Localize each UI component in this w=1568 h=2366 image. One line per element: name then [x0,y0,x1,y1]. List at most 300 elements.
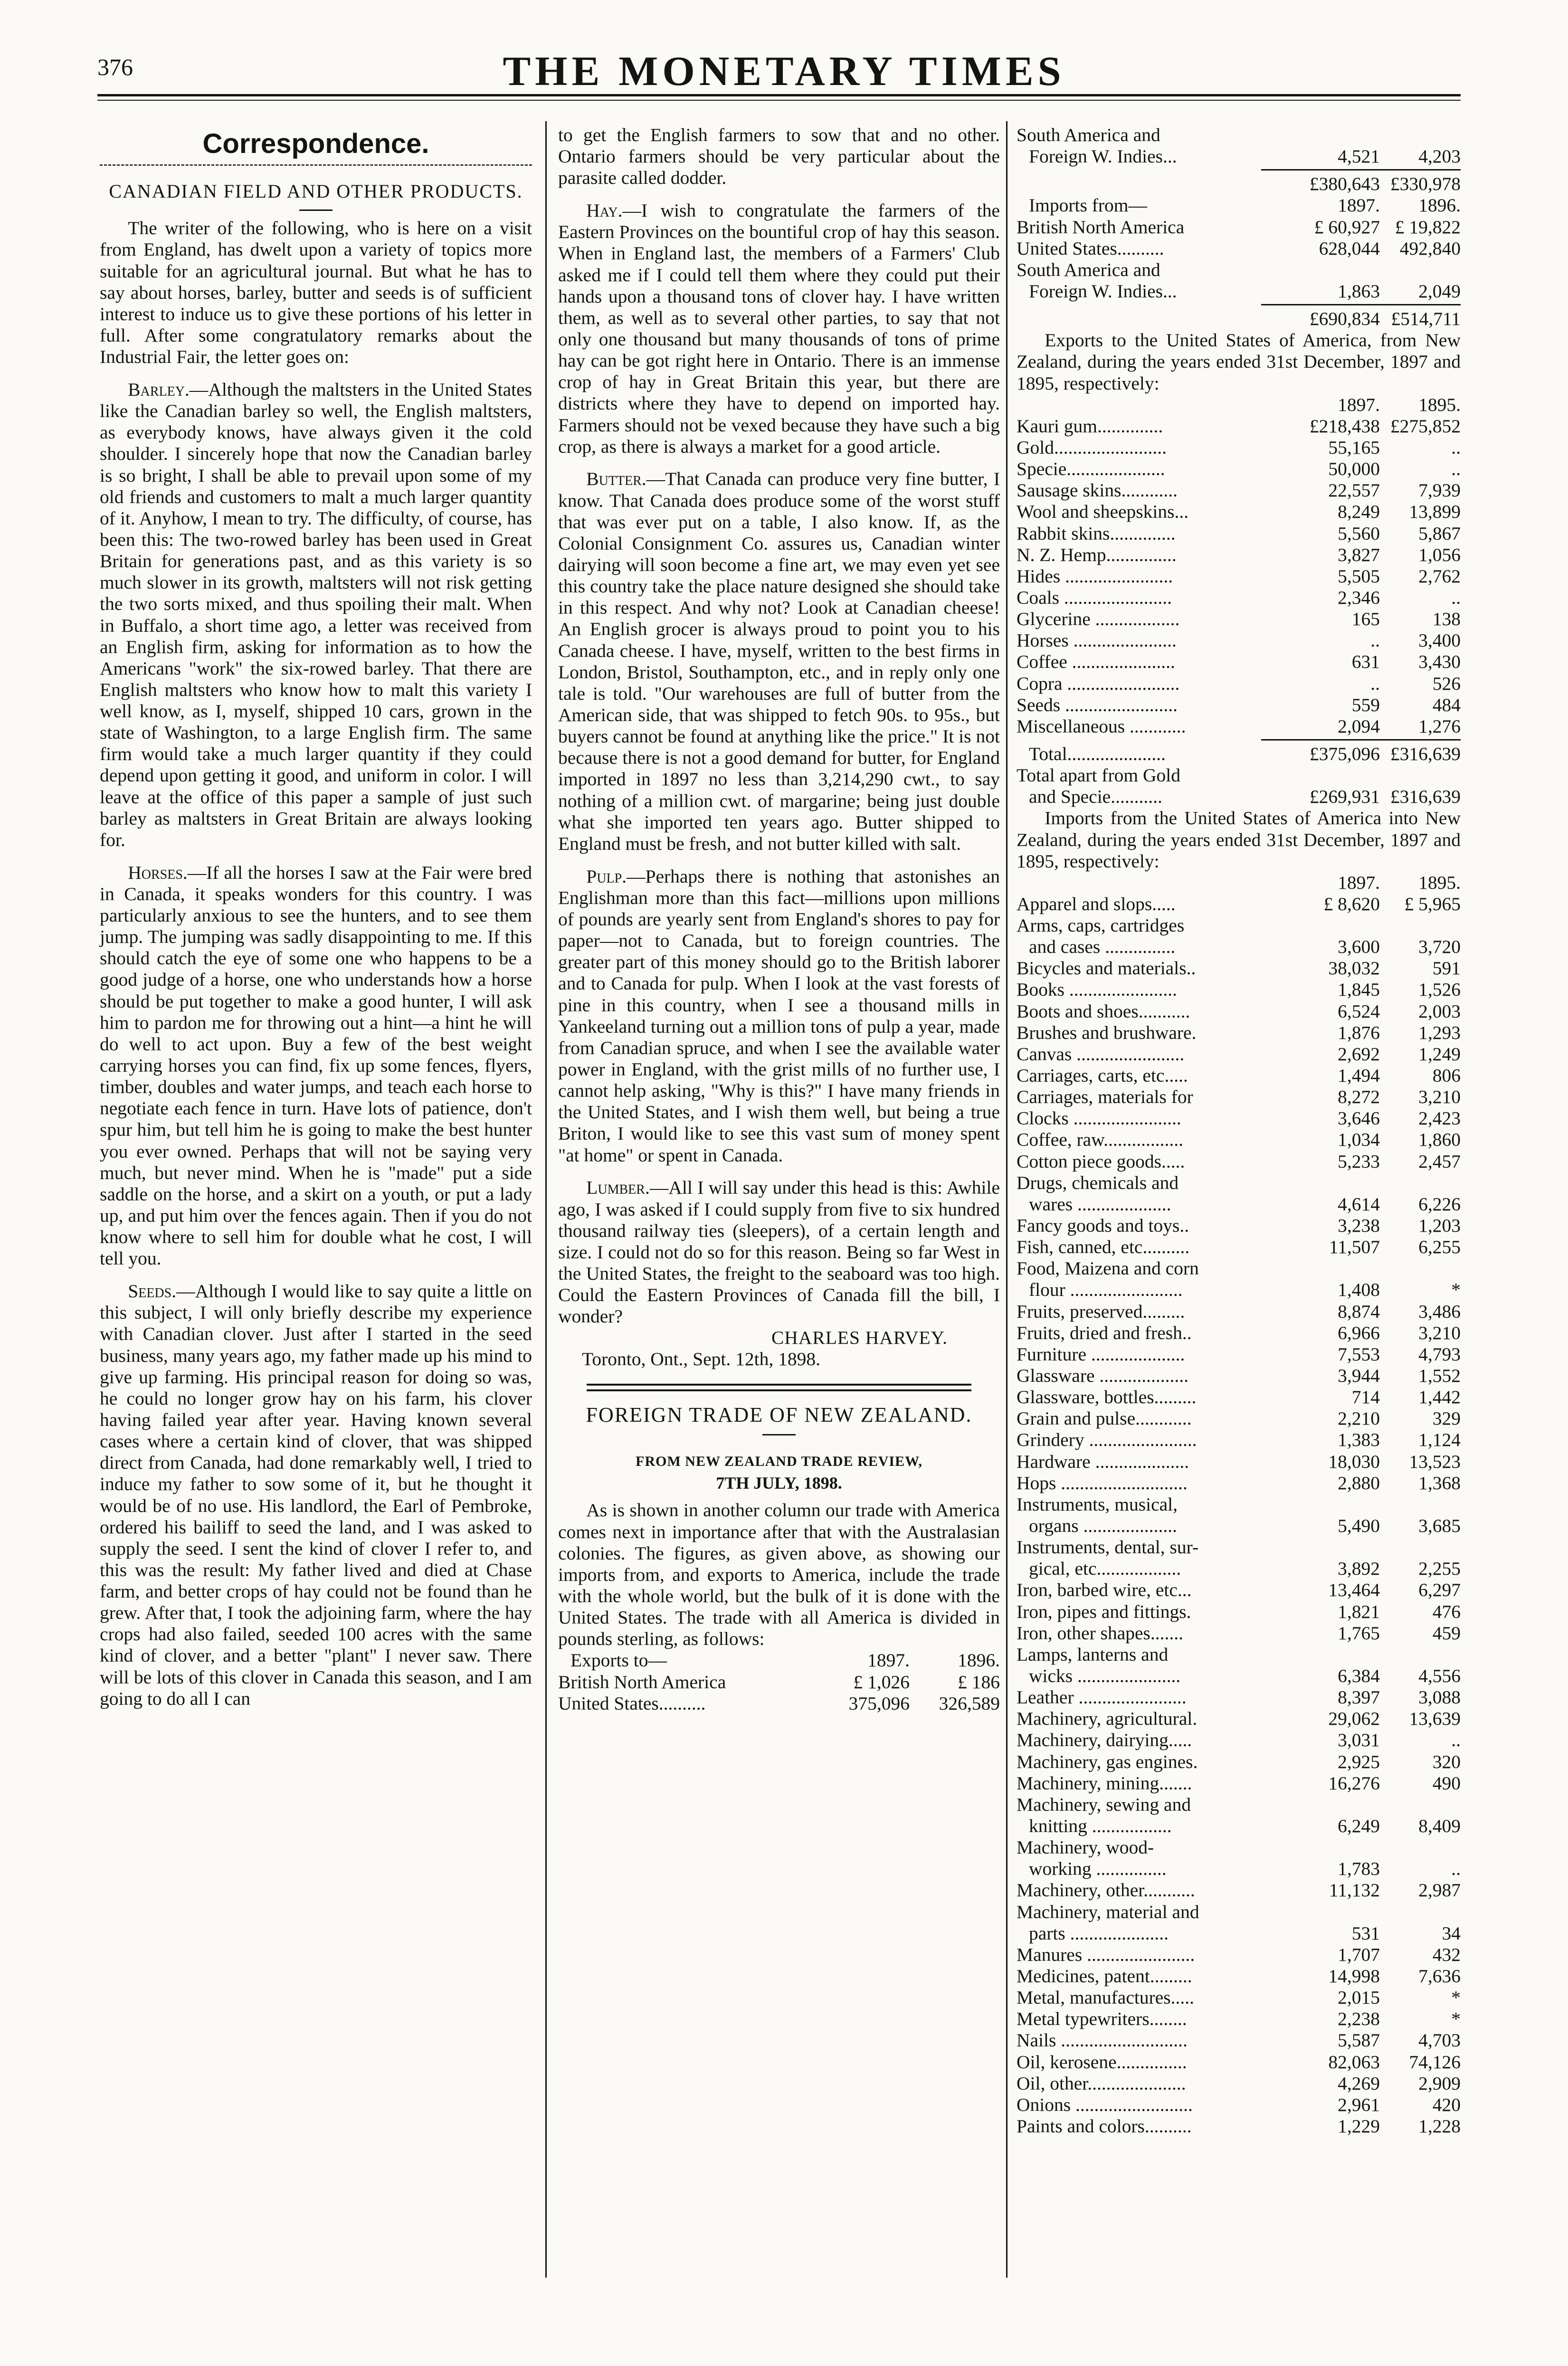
row-label: flour ........................ [1029,1279,1183,1301]
row-value-2: 4,793 [1418,1343,1461,1365]
row-value-1: 11,132 [1329,1880,1380,1901]
lumber-label: Lumber. [586,1177,650,1198]
hay-label: Hay. [586,200,623,221]
row-label: Canvas ....................... [1017,1043,1185,1064]
row-value-2: 1,124 [1418,1429,1461,1451]
row-label: gical, etc.................. [1029,1558,1181,1579]
row-value-1: 2,238 [1338,2008,1380,2030]
exports-to-rule [1261,169,1461,171]
row-label: Carriages, materials for [1017,1086,1193,1108]
row-value-2: 1,526 [1418,979,1461,1000]
trade-source-date: 7TH JULY, 1898. [716,1473,842,1493]
exports-us-apart-label: Total apart from Gold [1017,765,1180,786]
row-value-2: 432 [1432,1944,1461,1965]
row-value-1: 1,383 [1338,1429,1380,1451]
table-row [1017,630,1461,651]
row-label: Iron, other shapes....... [1017,1622,1184,1644]
table-row [1017,281,1461,302]
hay-paragraph [558,200,1000,457]
table-row [558,1672,1000,1693]
table-row [1017,1215,1461,1236]
row-value-1: 8,874 [1338,1301,1380,1322]
lumber-text: —All I will say under this head is this: Awhile ago, I was asked if I could supply from five to six hundred thousand railway ties (sleepers), of a certain length and size. I could not do so for this reason. Being so far West in the United States, the freight to the seaboard was too high. Could the Eastern Provinces of Canada fill the bill, I wonder? [558,1177,1000,1327]
table-row [1017,1579,1461,1601]
row-value-1: £ 60,927 [1314,216,1380,238]
seeds-paragraph [100,1281,532,1710]
row-label: knitting ................. [1029,1815,1172,1836]
trade-title-rule [762,1434,796,1435]
row-label: Foreign W. Indies... [1029,146,1177,167]
row-value-1: 2,015 [1338,1987,1380,2008]
imports-from-rule [1261,304,1461,305]
row-value-1: 3,238 [1338,1215,1380,1236]
row-value-1: 8,397 [1338,1687,1380,1708]
row-value-2: 1,552 [1418,1365,1461,1387]
table-row [1017,1837,1461,1858]
row-label: Oil, kerosene............... [1017,2051,1187,2072]
table-row [1017,1022,1461,1044]
row-value-2: 490 [1432,1772,1461,1794]
row-value-1: 165 [1351,608,1380,630]
exports-to-label: Exports to— [570,1650,667,1671]
seeds-continued: to get the English farmers to sow that and no other. Ontario farmers should be very particular about the parasite called dodder. [558,124,1000,189]
row-value-1: 375,096 [848,1692,910,1714]
row-value-2: 459 [1432,1622,1461,1644]
row-value-2: 6,226 [1418,1193,1461,1215]
barley-paragraph [100,379,532,851]
row-value-1: 1,863 [1338,280,1380,302]
table-row [1017,1966,1461,1987]
exports-us-total-1897: £375,096 [1309,743,1380,764]
table-row [1017,523,1461,544]
imports-us-year-1895: 1895. [1418,872,1461,893]
row-value-1: 5,490 [1338,1515,1380,1536]
table-row [1017,1172,1461,1194]
row-value-1: 1,845 [1338,979,1380,1000]
top-rule [97,94,1461,96]
table-row [1017,1129,1461,1150]
row-value-1: 1,034 [1338,1129,1380,1150]
row-label: British North America [1017,216,1185,238]
table-row [1017,1473,1461,1494]
row-label: Instruments, dental, sur- [1017,1537,1199,1558]
page-number: 376 [97,54,133,80]
row-label: wicks ...................... [1029,1665,1181,1686]
row-label: Carriages, carts, etc..... [1017,1065,1188,1086]
imports-from-header [1017,195,1461,216]
row-label: Machinery, gas engines. [1017,1751,1198,1772]
row-label: Machinery, dairying..... [1017,1729,1192,1751]
table-row [1017,1815,1461,1837]
row-label: South America and [1017,124,1160,145]
table-row [1017,673,1461,694]
row-value-1: 5,560 [1338,523,1380,544]
table-row [1017,566,1461,587]
row-value-2: 2,909 [1418,2072,1461,2094]
row-label: Kauri gum.............. [1017,415,1163,437]
table-row [1017,1108,1461,1129]
row-value-2: 1,276 [1418,715,1461,737]
row-value-2: 74,126 [1409,2051,1461,2072]
row-label: Gold........................ [1017,437,1167,458]
row-label: Rabbit skins.............. [1017,523,1176,544]
imports-total-1896: £514,711 [1391,308,1461,330]
row-label: Machinery, mining....... [1017,1772,1192,1794]
row-value-2: 3,400 [1418,630,1461,651]
exports-us-table [1017,416,1461,737]
row-label: Hops ........................... [1017,1472,1188,1493]
table-row [1017,1279,1461,1301]
row-value-2: 3,486 [1418,1301,1461,1322]
row-value-1: 2,961 [1338,2094,1380,2115]
row-value-1: 8,272 [1338,1086,1380,1108]
row-value-2: 4,703 [1418,2030,1461,2051]
row-value-2: 526 [1432,673,1461,694]
row-label: Fancy goods and toys.. [1017,1215,1189,1236]
row-value-2: 138 [1432,608,1461,630]
table-row [1017,651,1461,673]
table-row [1017,1558,1461,1579]
row-value-2: 2,003 [1418,1000,1461,1022]
row-value-1: 3,646 [1338,1108,1380,1129]
table-row [1017,124,1461,146]
row-label: Boots and shoes........... [1017,1000,1190,1022]
row-value-1: 1,494 [1338,1065,1380,1086]
exports-us-year-1897: 1897. [1338,394,1380,415]
table-row [1017,1515,1461,1537]
row-value-1: 7,553 [1338,1343,1380,1365]
row-label: Hides ....................... [1017,565,1173,587]
table-row [1017,915,1461,936]
row-label: organs .................... [1029,1515,1177,1536]
row-label: Horses ...................... [1017,630,1177,651]
row-value-2: 3,685 [1418,1515,1461,1536]
table-row [1017,1451,1461,1473]
table-row [1017,1387,1461,1408]
row-value-1: 11,507 [1329,1236,1380,1258]
row-value-1: 1,876 [1338,1022,1380,1043]
row-label: Furniture .................... [1017,1343,1185,1365]
row-value-1: 2,880 [1338,1472,1380,1493]
row-value-2: 6,297 [1418,1579,1461,1601]
row-value-2: 6,255 [1418,1236,1461,1258]
imports-us-header [1017,872,1461,893]
table-row [1017,2052,1461,2073]
row-label: working ............... [1029,1858,1167,1880]
row-label: Arms, caps, cartridges [1017,915,1185,936]
butter-label: Butter. [586,468,646,490]
row-value-2: 1,056 [1418,544,1461,565]
row-label: Wool and sheepskins... [1017,501,1189,523]
row-label: Fruits, dried and fresh.. [1017,1322,1192,1343]
table-row [1017,146,1461,167]
row-value-2: 4,203 [1418,146,1461,167]
butter-text: —That Canada can produce very fine butter, I know. That Canada does produce some of the worst stuff that was ever put on a table, I also know. If, as the Colonial Consignment Co. assures us, Canadian winter dairying will soon become a fine art, we may even yet see this country take the place nature designed she should take in this respect. And why not? Look at Canadian cheese! An English grocer is always proud to point you to his Canada cheese. I have, myself, written to the best firms in London, Bristol, Southampton, etc., and in reply only one tale is told. "Our warehouses are full of butter from the American side, that was shipped to fetch 90s. to 95s., but buyers cannot be found at anything like the price." It is not because there is not a good demand for butter, for England imported in 1897 no less than 3,214,290 cwt., to say nothing of a million cwt. of margarine; being just double what she imported ten years ago. Butter shipped to England must be fresh, and not butter killed with salt. [558,468,1000,854]
row-value-2: 1,442 [1418,1387,1461,1408]
column-2 [558,124,1000,1714]
table-row [1017,480,1461,501]
row-value-2: 13,899 [1409,501,1461,523]
barley-label: Barley. [128,379,190,400]
row-label: Glycerine .................. [1017,608,1180,630]
section-title: Correspondence. [202,128,429,159]
row-label: Grain and pulse............ [1017,1408,1192,1429]
table-row [1017,1944,1461,1966]
row-value-2: 1,249 [1418,1043,1461,1064]
row-value-2: £275,852 [1390,415,1461,437]
table-row [1017,2116,1461,2137]
row-value-2: £ 5,965 [1404,893,1461,914]
exports-us-header [1017,394,1461,416]
table-row [1017,544,1461,566]
row-value-2: .. [1451,1729,1461,1751]
imports-us-year-1897: 1897. [1338,872,1380,893]
year-1897: 1897. [867,1650,910,1671]
row-value-2: * [1451,1279,1461,1301]
row-value-2: £ 19,822 [1395,216,1461,238]
table-row [1017,1858,1461,1880]
row-value-1: £218,438 [1309,415,1380,437]
row-value-1: 5,505 [1338,565,1380,587]
row-label: Apparel and slops..... [1017,893,1176,914]
column-3 [1017,124,1461,2137]
article-title: CANADIAN FIELD AND OTHER PRODUCTS. [109,181,523,202]
row-label: Coffee ...................... [1017,651,1175,673]
imports-total-1897: £690,834 [1309,308,1380,330]
row-label: British North America [558,1671,726,1692]
table-row [1017,1194,1461,1215]
row-label: Machinery, material and [1017,1901,1199,1922]
row-value-1: £ 1,026 [853,1671,910,1692]
row-label: Foreign W. Indies... [1029,280,1177,302]
row-value-1: 559 [1351,694,1380,715]
imports-us-table [1017,893,1461,2137]
row-value-1: 3,944 [1338,1365,1380,1387]
row-value-1: 18,030 [1328,1451,1380,1472]
row-label: and cases ............... [1029,936,1176,958]
pulp-label: Pulp. [586,865,627,887]
table-row [1017,1751,1461,1773]
row-label: N. Z. Hemp............... [1017,544,1177,565]
exports-to-table-continued [1017,124,1461,167]
table-row [1017,1086,1461,1108]
row-value-1: 3,827 [1338,544,1380,565]
table-row [1017,1537,1461,1558]
top-rule-thin [97,100,1461,101]
table-row [1017,1065,1461,1086]
pulp-paragraph [558,866,1000,1166]
table-row [1017,1001,1461,1022]
row-value-2: 3,088 [1418,1687,1461,1708]
lumber-paragraph [558,1177,1000,1327]
row-value-1: 531 [1351,1922,1380,1944]
row-label: Glassware, bottles......... [1017,1387,1197,1408]
row-value-2: 34 [1442,1922,1461,1944]
row-label: South America and [1017,259,1160,280]
row-value-1: £ 8,620 [1323,893,1380,914]
table-row [1017,1236,1461,1258]
column-1 [100,124,532,1710]
row-value-2: 2,762 [1418,565,1461,587]
row-value-2: 2,987 [1418,1880,1461,1901]
table-row [1017,958,1461,979]
imports-from-total [1017,308,1461,330]
row-label: Metal typewriters........ [1017,2008,1187,2030]
row-label: Grindery ....................... [1017,1429,1197,1451]
table-row [1017,1880,1461,1901]
row-value-1: 5,233 [1338,1150,1380,1172]
row-label: Oil, other..................... [1017,2072,1186,2094]
row-label: Glassware ................... [1017,1365,1189,1387]
row-value-2: £ 186 [958,1671,1000,1692]
table-row [1017,1429,1461,1451]
pulp-text: —Perhaps there is nothing that astonishes an Englishman more than this fact—millions upon millions of pounds are yearly sent from England's shores to pay for paper—not to Canada, but to foreign countries. The greater part of this money should go to the British laborer and to Canada for pulp. When I look at the vast forests of pine in this country, when I see a thousand mills in Yankeeland turning out a million tons of pulp a year, made from Canadian spruce, and when I see the available water power in England, with the grist mills of no further use, I cannot help asking, "Why is this?" I have many friends in the United States, and I wish them well, but being a true Briton, I would like to see this vast sum of money spent "at home" or spent in Canada. [558,865,1000,1166]
table-row [1017,1601,1461,1623]
row-value-2: 1,228 [1418,2115,1461,2137]
column-divider-1 [545,121,547,2278]
table-row [1017,1322,1461,1344]
signature: CHARLES HARVEY. [771,1327,948,1349]
trade-intro: As is shown in another column our trade with America comes next in importance after that with the Australasian colonies. The figures, as given above, as showing our imports from, and exports to America, include the trade with the whole world, but the bulk of it is done with the United States. The trade with all America is divided in pounds sterling, as follows: [558,1500,1000,1650]
row-value-2: 2,049 [1418,280,1461,302]
row-value-2: 2,457 [1418,1150,1461,1172]
row-label: United States.......... [1017,238,1164,259]
table-row [1017,1987,1461,2008]
row-label: Brushes and brushware. [1017,1022,1197,1043]
row-value-1: 631 [1351,651,1380,673]
row-label: Miscellaneous ............ [1017,715,1186,737]
table-row [1017,1794,1461,1815]
row-label: Drugs, chemicals and [1017,1172,1179,1193]
row-label: Manures ....................... [1017,1944,1195,1965]
row-value-1: 2,094 [1338,715,1380,737]
table-row [1017,1408,1461,1429]
row-label: Machinery, sewing and [1017,1794,1191,1815]
exports-to-table [558,1672,1000,1714]
table-row [1017,416,1461,437]
row-value-1: .. [1370,630,1380,651]
column-divider-2 [1006,121,1007,2278]
row-value-2: .. [1451,437,1461,458]
row-value-1: 2,346 [1338,587,1380,608]
row-value-1: 4,614 [1338,1193,1380,1215]
row-value-2: 329 [1432,1408,1461,1429]
exports-to-header [558,1650,1000,1671]
seeds-text: —Although I would like to say quite a little on this subject, I will only briefly describe my experience with Canadian clover. Just after I started in the seed business, many years ago, my father made up his mind to give up farming. His principal reason for doing so was, he could no longer grow hay on his farm, his clover having failed year after year. Having known several cases where a certain kind of clover, that was shipped direct from Canada, had done remarkably well, I tried to induce my father to sow some of it, but he thought it would be of no use. His landlord, the Earl of Pembroke, ordered his bailiff to seed the land, and I was asked to supply the seed. I sent the kind of clover I refer to, and this was the result: My father lived and died at Chase farm, and better crops of hay could not be found than he grew. After that, I took the adjoining farm, where the hay crops had also failed, seeded 100 acres with the same kind of clover, and a better "plant" I never saw. There will be lots of this clover in Canada this season, and I am going to do all I can [100,1281,532,1709]
row-value-2: 476 [1432,1601,1461,1622]
row-value-1: 3,892 [1338,1558,1380,1579]
table-row [1017,1344,1461,1365]
row-value-2: 806 [1432,1065,1461,1086]
row-value-2: 1,293 [1418,1022,1461,1043]
table-row [1017,2030,1461,2051]
row-value-1: 2,692 [1338,1043,1380,1064]
exports-total-1896: £330,978 [1390,173,1461,195]
row-label: Food, Maizena and corn [1017,1258,1199,1279]
table-row [1017,1729,1461,1751]
row-label: Fish, canned, etc.......... [1017,1236,1190,1258]
table-row [1017,501,1461,523]
row-value-1: 14,998 [1328,1965,1380,1986]
row-label: Seeds ........................ [1017,694,1178,715]
place-date: Toronto, Ont., Sept. 12th, 1898. [582,1349,820,1370]
imports-from-table [1017,217,1461,303]
row-label: Iron, pipes and fittings. [1017,1601,1191,1622]
exports-us-year-1895: 1895. [1418,394,1461,415]
row-value-2: 4,556 [1418,1665,1461,1686]
row-label: parts ..................... [1029,1922,1169,1944]
row-value-1: 22,557 [1328,480,1380,501]
row-value-2: .. [1451,458,1461,480]
table-row [1017,1901,1461,1923]
row-label: Lamps, lanterns and [1017,1644,1169,1665]
row-label: Paints and colors.......... [1017,2115,1192,2137]
row-label: Instruments, musical, [1017,1493,1178,1515]
row-value-2: 3,210 [1418,1322,1461,1343]
row-label: Sausage skins............ [1017,480,1178,501]
hay-text: —I wish to congratulate the farmers of the Eastern Provinces on the bountiful crop of hay this season. When in England last, the members of a Farmers' Club asked me if I could tell them where they could put their hands upon a thousand tons of clover hay. I have written them, as well as to several other parties, to say that not only one thousand but many thousands of tons of prime hay can be got right here in Ontario. There is an immense crop of hay in Great Britain this year, but there are districts where they have to depend on imported hay. Farmers should not be vexed because they have such a big crop, as there is always a market for a good article. [558,200,1000,457]
table-row [1017,1687,1461,1708]
row-value-2: 3,720 [1418,936,1461,958]
table-row [1017,587,1461,608]
table-row [1017,2008,1461,2030]
article-separator [587,1384,971,1391]
row-value-1: 6,966 [1338,1322,1380,1343]
row-value-2: .. [1451,1858,1461,1880]
row-value-2: 492,840 [1399,238,1461,259]
table-row [1017,259,1461,281]
row-label: Bicycles and materials.. [1017,958,1196,979]
row-value-1: 628,044 [1319,238,1380,259]
row-value-1: 1,783 [1338,1858,1380,1880]
row-value-2: 13,523 [1409,1451,1461,1472]
row-value-1: .. [1370,673,1380,694]
exports-us-rule [1261,739,1461,741]
row-label: wares .................... [1029,1193,1171,1215]
row-value-2: 326,589 [939,1692,1000,1714]
row-value-1: 16,276 [1328,1772,1380,1794]
table-row [1017,1623,1461,1644]
imports-from-label: Imports from— [1029,195,1148,216]
row-value-2: 1,860 [1418,1129,1461,1150]
trade-source: FROM NEW ZEALAND TRADE REVIEW, [636,1454,922,1470]
table-row [1017,1665,1461,1687]
row-label: Clocks ....................... [1017,1108,1181,1129]
horses-text: —If all the horses I saw at the Fair were bred in Canada, it speaks wonders for this country. I was particularly anxious to see the hunters, and to see them jump. The jumping was sadly disappointing to me. If this should catch the eye of some one who happens to be a good judge of a horse, one who understands how a horse should be put together to make a good hunter, I will ask him to pardon me for throwing out a hint—a hint he will do well to act upon. Buy a few of the best weight carrying horses you can find, fix up some fences, flyers, timber, doubles and water jumps, and teach each horse to negotiate each fence in turn. Have lots of patience, don't spur him, but tell him he is going to make the best hunter you ever owned. Perhaps that will not be saying very much, but never mind. When he is "made" put a side saddle on the horse, and a skirt on a youth, or put a lady up, and put him over the fences again. Then if you do not know where to sell him for double what he cost, I will tell you. [100,862,532,1269]
intro-paragraph: The writer of the following, who is here on a visit from England, has dwelt upon a variety of topics more suitable for an agricultural journal. But what he has to say about horses, barley, butter and seeds is of sufficient interest to induce us to give these portions of his letter in full. After some congratulatory remarks about the Industrial Fair, the letter goes on: [100,218,532,368]
row-value-1: 6,384 [1338,1665,1380,1686]
row-value-2: 8,409 [1418,1815,1461,1836]
row-value-1: 4,269 [1338,2072,1380,2094]
row-value-2: 3,430 [1418,651,1461,673]
butter-paragraph [558,468,1000,855]
imports-year-1896: 1896. [1418,195,1461,216]
horses-label: Horses. [128,862,188,883]
table-row [558,1693,1000,1714]
table-row [1017,716,1461,737]
row-label: Coffee, raw................. [1017,1129,1184,1150]
row-value-1: 1,229 [1338,2115,1380,2137]
row-value-2: 484 [1432,694,1461,715]
table-row [1017,1494,1461,1515]
row-label: Machinery, agricultural. [1017,1708,1197,1729]
title-rule [299,209,333,211]
row-value-2: * [1451,2008,1461,2030]
barley-text: —Although the maltsters in the United States like the Canadian barley so well, the English maltsters, as everybody knows, have always given it the cold shoulder. I sincerely hope that now the Canadian barley is so bright, I shall be able to prevail upon some of my old friends and customers to malt a much larger quantity of it. Anyhow, I mean to try. The difficulty, of course, has been this: The two-rowed barley has been used in Great Britain for generations past, and as this variety is so much slower in its growth, maltsters will not risk getting the two sorts mixed, and thus spoiling their malt. When in Buffalo, a short time ago, a letter was received from an English firm, asking for information as to how the Americans "work" the six-rowed barley. That there are English maltsters who know how to malt this variety I well know, as I, myself, shipped 10 cars, grown in the state of Washington, to a large English firm. The same firm would take a much larger quantity if they could depend upon getting it good, and uniform in color. I will leave at the office of this paper a sample of just such barley as maltsters in Great Britain are always looking for. [100,379,532,850]
row-value-2: 2,423 [1418,1108,1461,1129]
imports-us-intro: Imports from the United States of America into New Zealand, during the years ended 31st December, 1897 and 1895, respectively: [1017,808,1461,872]
year-1896: 1896. [958,1650,1000,1671]
